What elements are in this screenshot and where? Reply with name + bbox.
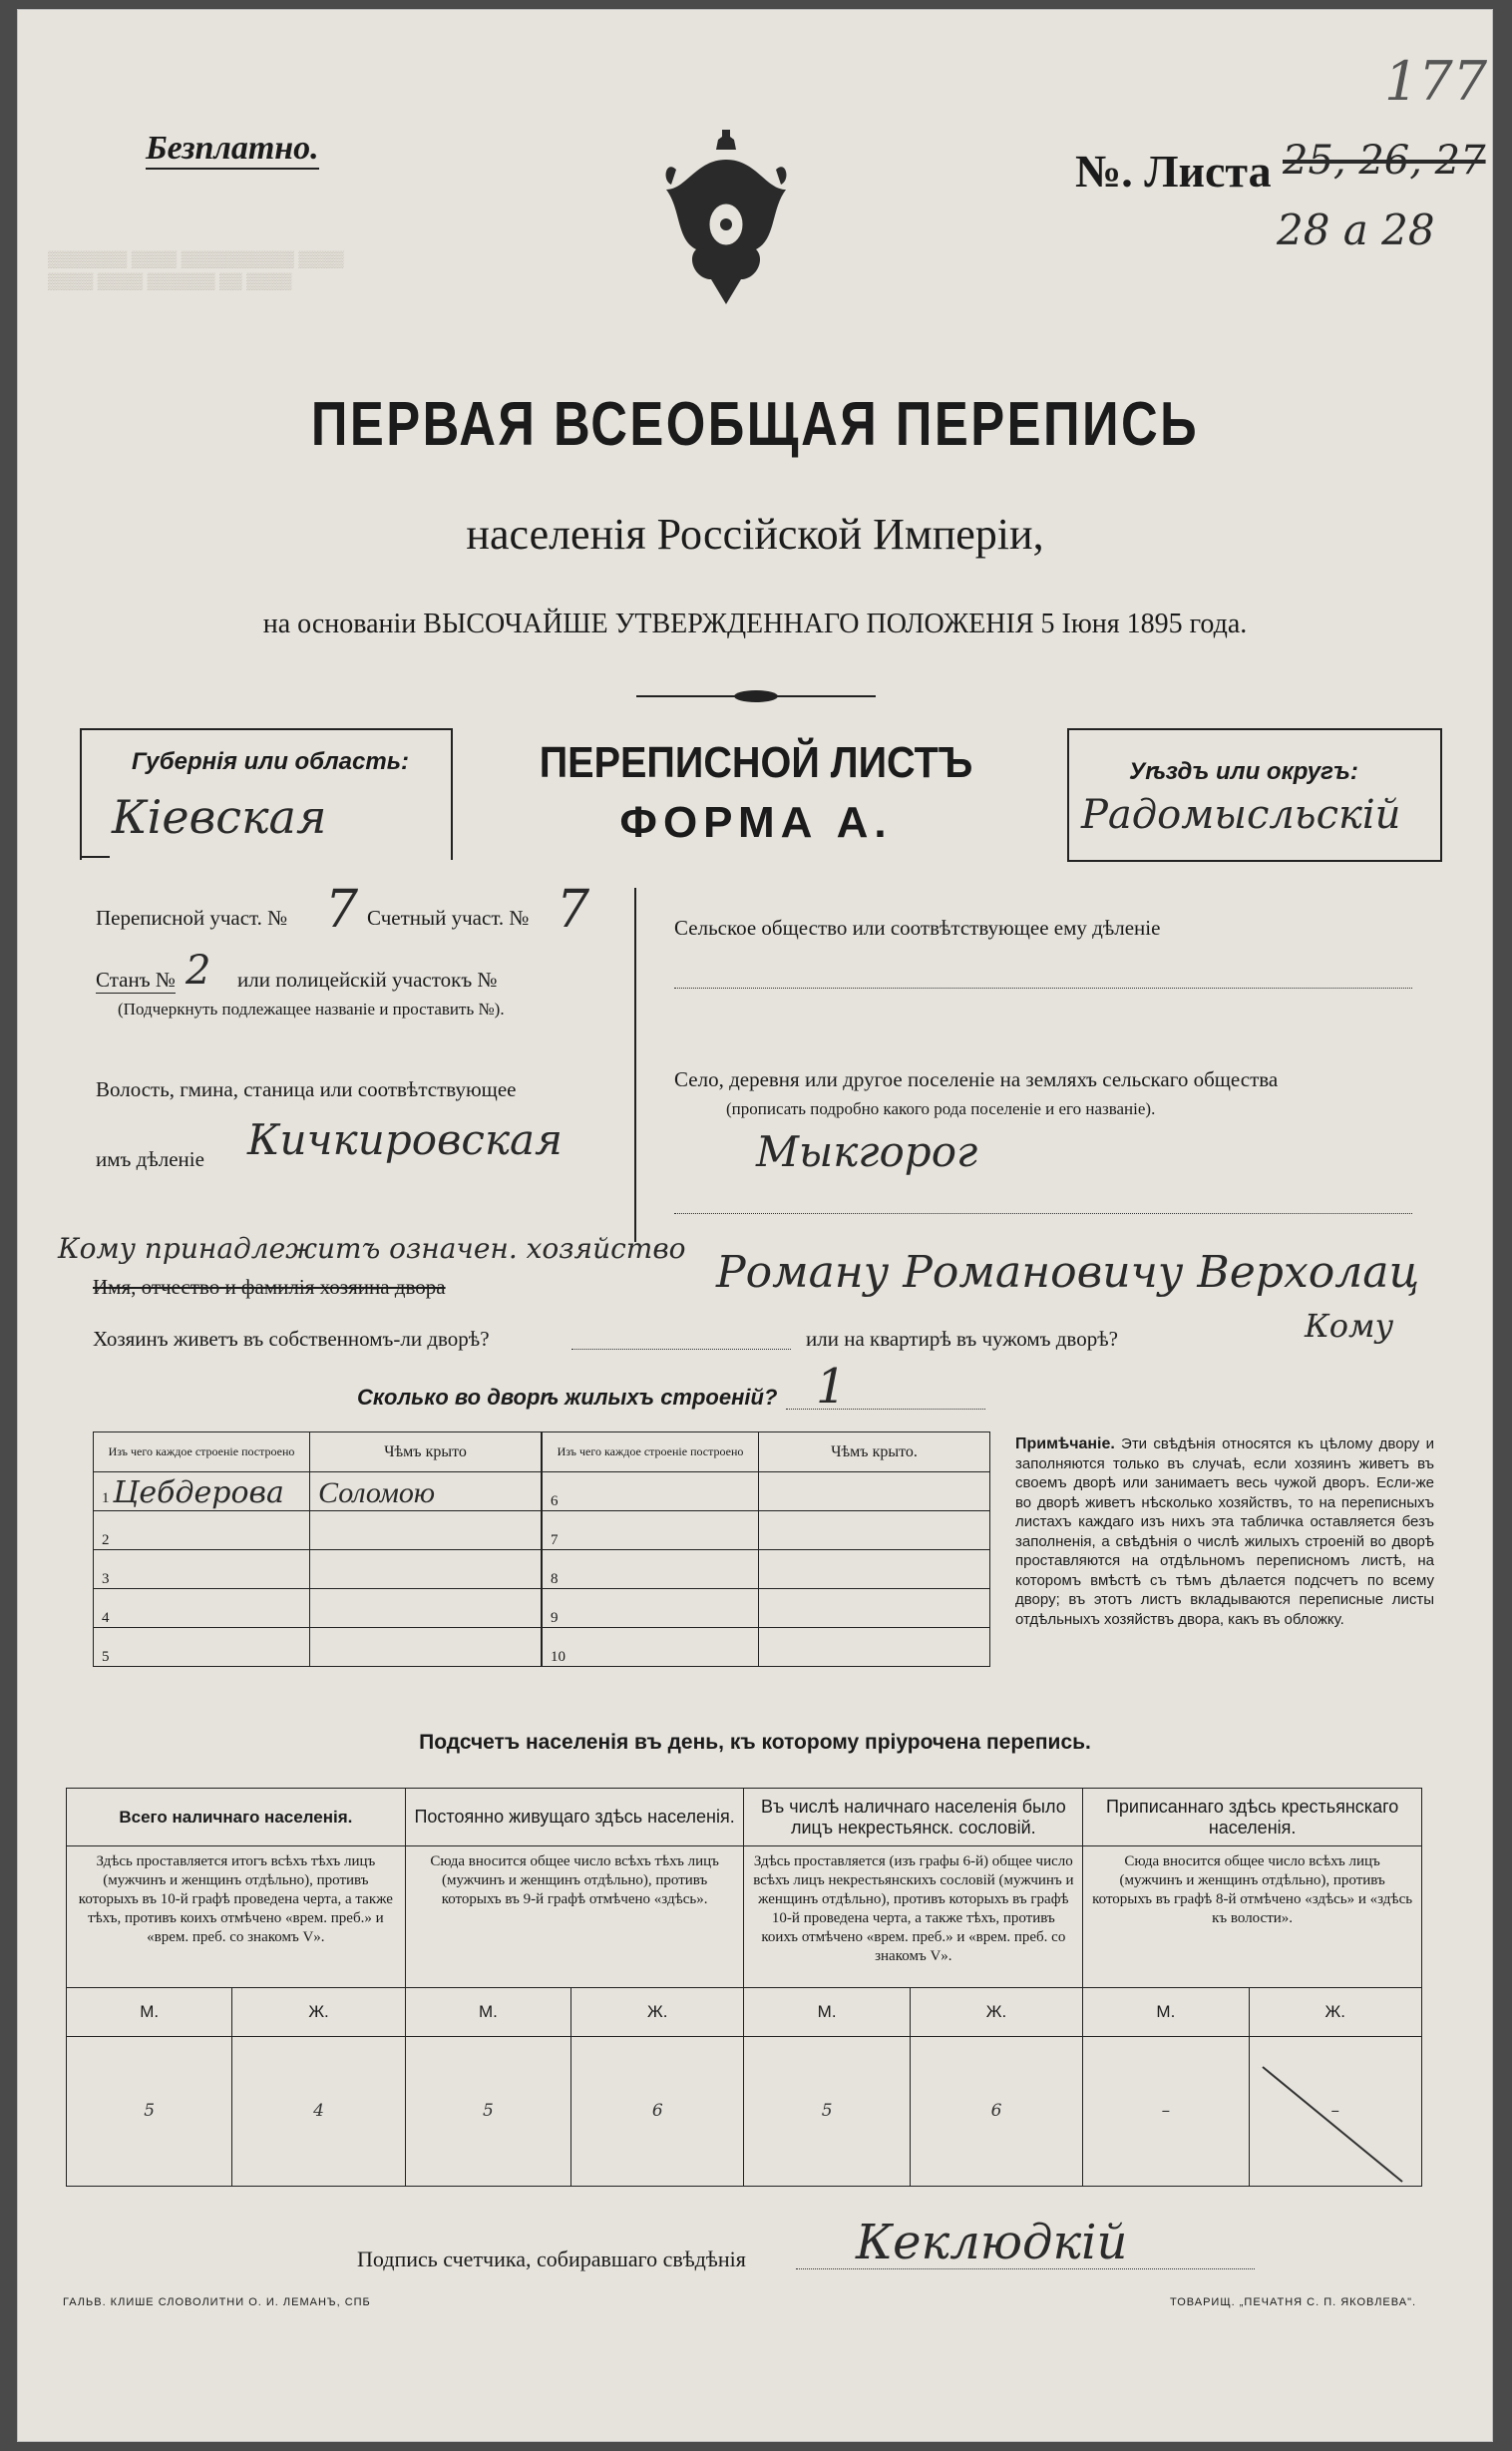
buildings-table-left bbox=[93, 1431, 542, 1667]
count-col4-desc: Сюда вносится общее число всѣхъ лицъ (мужчинъ и женщинъ отдѣльно), противъ которыхъ въ графѣ 8-й отмѣчено «здѣсь» и «здѣсь къ волости». bbox=[1083, 1846, 1422, 1988]
province-label: Губернія или область: bbox=[132, 748, 409, 775]
other-yard-label: или на квартирѣ въ чужомъ дворѣ? bbox=[806, 1327, 1118, 1351]
table-row: 8 bbox=[543, 1550, 990, 1589]
village-value: Мыкгорог bbox=[756, 1127, 978, 1176]
col-material-2: Изъ чего каждое строеніе построено bbox=[543, 1432, 759, 1472]
province-value: Кіевская bbox=[112, 790, 327, 844]
form-name: ФОРМА А. bbox=[619, 798, 893, 847]
table-row: 3 bbox=[94, 1550, 542, 1589]
uezd-box bbox=[1067, 728, 1442, 862]
count-col1-desc: Здѣсь проставляется итогъ всѣхъ тѣхъ лицъ (мужчинъ и женщинъ отдѣльно), противъ которыхъ въ 10-й графѣ проведена черта, а также тѣхъ, противъ коихъ отмѣчено «врем. преб.» и «врем. преб. со знакомъ V». bbox=[67, 1846, 406, 1988]
police-area-label: или полицейскій участокъ № bbox=[237, 968, 498, 992]
count-col3-desc: Здѣсь проставляется (изъ графы 6-й) общее число всѣхъ лицъ некрестьянскихъ сословій (мужчинъ и женщинъ отдѣльно), противъ которыхъ въ графѣ 10-й проведена черта, а также тѣхъ, противъ коихъ отмѣчено «врем. преб.» и «врем. преб. со знакомъ V». bbox=[744, 1846, 1083, 1988]
stan-label: Станъ № bbox=[96, 968, 176, 992]
count-col4-header: Приписаннаго здѣсь крестьянскаго населенія. bbox=[1083, 1789, 1422, 1846]
count-title: Подсчетъ населенія въ день, къ которому пріурочена перепись. bbox=[419, 1731, 1091, 1754]
bleed-through-left: ▒▒▒▒▒▒▒ ▒▒▒▒ ▒▒▒▒▒▒▒▒▒▒ ▒▒▒▒ ▒▒▒▒ ▒▒▒▒ ▒▒▒▒▒▒ ▒▒ ▒▒▒▒ bbox=[48, 251, 344, 290]
sheet-name: ПЕРЕПИСНОЙ ЛИСТЪ bbox=[539, 738, 973, 787]
village-note: (прописать подробно какого рода поселеніе и его названіе). bbox=[726, 1099, 1156, 1118]
male-header: М. bbox=[1083, 1988, 1249, 2036]
table-row: 5 bbox=[94, 1628, 542, 1667]
count-col1-header: Всего наличнаго населенія. bbox=[67, 1789, 406, 1846]
table-row: 1 Цебдерова Соломою bbox=[94, 1472, 542, 1511]
table-row: 9 bbox=[543, 1589, 990, 1628]
left-fields bbox=[78, 880, 636, 1227]
owner-note: Кому принадлежитъ означен. хозяйство bbox=[58, 1232, 686, 1265]
own-yard-label: Хозяинъ живетъ въ собственномъ-ли дворѣ? bbox=[93, 1327, 490, 1351]
volost-label: Волость, гмина, станица или соотвѣтствующее bbox=[96, 1077, 517, 1101]
count-permanent-male: 5 bbox=[405, 2036, 570, 2186]
underline-note: (Подчеркнуть подлежащее названіе и проставить №). bbox=[118, 1000, 505, 1019]
female-header: Ж. bbox=[1249, 1988, 1421, 2036]
uezd-value: Радомысльскій bbox=[1081, 792, 1401, 838]
table-row: 7 bbox=[543, 1511, 990, 1550]
count-col2-header: Постоянно живущаго здѣсь населенія. bbox=[405, 1789, 744, 1846]
signature-value: Кеклюдкій bbox=[856, 2215, 1128, 2270]
footer-left: ГАЛЬВ. КЛИШЕ СЛОВОЛИТНИ О. И. ЛЕМАНЪ, СПБ bbox=[63, 2296, 371, 2308]
count-area-value: 7 bbox=[557, 880, 590, 940]
table-row: 2 bbox=[94, 1511, 542, 1550]
census-area-label: Переписной участ. № bbox=[96, 906, 288, 930]
owner-name-label: Имя, отчество и фамилія хозяина двора bbox=[93, 1275, 446, 1299]
village-label: Село, деревня или другое поселеніе на земляхъ сельскаго общества bbox=[674, 1067, 1279, 1091]
table-row: 10 bbox=[543, 1628, 990, 1667]
count-peasant-male: – bbox=[1083, 2036, 1249, 2186]
footer-right: ТОВАРИЩ. „ПЕЧАТНЯ С. П. ЯКОВЛЕВА". bbox=[1170, 2296, 1417, 2308]
ornament-divider bbox=[636, 688, 876, 704]
free-label: Безплатно. bbox=[146, 130, 319, 170]
col-roof-2: Чѣмъ крыто. bbox=[759, 1432, 990, 1472]
sheet-number-value-2: 28 а 28 bbox=[1277, 205, 1435, 254]
male-header: М. bbox=[744, 1988, 910, 2036]
fields-divider bbox=[634, 888, 636, 1242]
note-text: Эти свѣдѣнія относятся къ цѣлому двору и заполняются только въ случаѣ, если хозяинъ живетъ въ своемъ дворѣ или занимаетъ весь чужой дворъ. Если-же во дворѣ живетъ нѣсколько хозяйствъ, то на переписныхъ листахъ каждаго изъ нихъ эта табличка оставляется безъ заполненія, а свѣдѣнія о числѣ жилыхъ строеній во дворѣ проставляются на отдѣльномъ переписномъ листѣ, на которомъ вмѣстѣ съ тѣмъ дѣлается подсчетъ по всему двору; въ этотъ листъ вкладываются переписные листы отдѣльныхъ хозяйствъ двора, какъ въ обложку. bbox=[1015, 1435, 1434, 1628]
count-nonpeasant-female: 6 bbox=[910, 2036, 1082, 2186]
female-header: Ж. bbox=[910, 1988, 1082, 2036]
basis-line: на основаніи ВЫСОЧАЙШЕ УТВЕРЖДЕННАГО ПОЛОЖЕНІЯ 5 Іюня 1895 года. bbox=[262, 609, 1248, 639]
uezd-label: Уѣздъ или округъ: bbox=[1129, 758, 1358, 785]
census-sheet bbox=[18, 10, 1492, 2441]
male-header: М. bbox=[405, 1988, 570, 2036]
col-material: Изъ чего каждое строеніе построено bbox=[94, 1432, 310, 1472]
volost-label-2: имъ дѣленіе bbox=[96, 1147, 204, 1171]
table-row: 4 bbox=[94, 1589, 542, 1628]
count-total-female: 4 bbox=[232, 2036, 405, 2186]
stan-value: 2 bbox=[186, 948, 211, 994]
sheet-number-label: №. Листа bbox=[1075, 146, 1272, 197]
census-area-value: 7 bbox=[325, 880, 359, 940]
main-title: ПЕРВАЯ ВСЕОБЩАЯ ПЕРЕПИСЬ bbox=[310, 390, 1200, 459]
buildings-value: 1 bbox=[816, 1359, 847, 1415]
sheet-number-value: 25, 26, 27 bbox=[1283, 138, 1486, 184]
count-total-male: 5 bbox=[67, 2036, 232, 2186]
society-label: Сельское общество или соотвѣтствующее ему дѣленіе bbox=[674, 916, 1161, 940]
imperial-eagle-icon bbox=[656, 130, 796, 319]
signature-label: Подпись счетчика, собиравшаго свѣдѣнія bbox=[357, 2247, 746, 2271]
subtitle: населенія Россійской Имперіи, bbox=[466, 510, 1044, 559]
table-row: 6 bbox=[543, 1472, 990, 1511]
owner-name-value-2: Кому bbox=[1305, 1307, 1394, 1345]
male-header: М. bbox=[67, 1988, 232, 2036]
province-box bbox=[80, 728, 453, 860]
note-block bbox=[1015, 1434, 1434, 1629]
female-header: Ж. bbox=[232, 1988, 405, 2036]
archive-number: 177 bbox=[1384, 50, 1488, 113]
right-fields bbox=[656, 888, 1434, 1227]
count-col2-desc: Сюда вносится общее число всѣхъ тѣхъ лицъ (мужчинъ и женщинъ отдѣльно), противъ которыхъ въ 9-й графѣ отмѣчено «здѣсь». bbox=[405, 1846, 744, 1988]
note-title: Примѣчаніе. bbox=[1015, 1435, 1115, 1452]
col-roof: Чѣмъ крыто bbox=[310, 1432, 542, 1472]
female-header: Ж. bbox=[571, 1988, 744, 2036]
count-peasant-female: – bbox=[1249, 2036, 1421, 2186]
count-nonpeasant-male: 5 bbox=[744, 2036, 910, 2186]
count-area-label: Счетный участ. № bbox=[367, 906, 530, 930]
owner-name-value: Роману Романовичу Верхолац bbox=[716, 1247, 1420, 1298]
buildings-table-right bbox=[542, 1431, 990, 1667]
cross-out-stroke bbox=[1253, 2057, 1422, 2187]
volost-value: Кичкировская bbox=[247, 1115, 563, 1164]
count-col3-header: Въ числѣ наличнаго населенія было лицъ некрестьянск. сословій. bbox=[744, 1789, 1083, 1846]
count-permanent-female: 6 bbox=[571, 2036, 744, 2186]
count-table bbox=[66, 1788, 1422, 2187]
buildings-label: Сколько во дворѣ жилыхъ строеній? bbox=[357, 1385, 778, 1410]
